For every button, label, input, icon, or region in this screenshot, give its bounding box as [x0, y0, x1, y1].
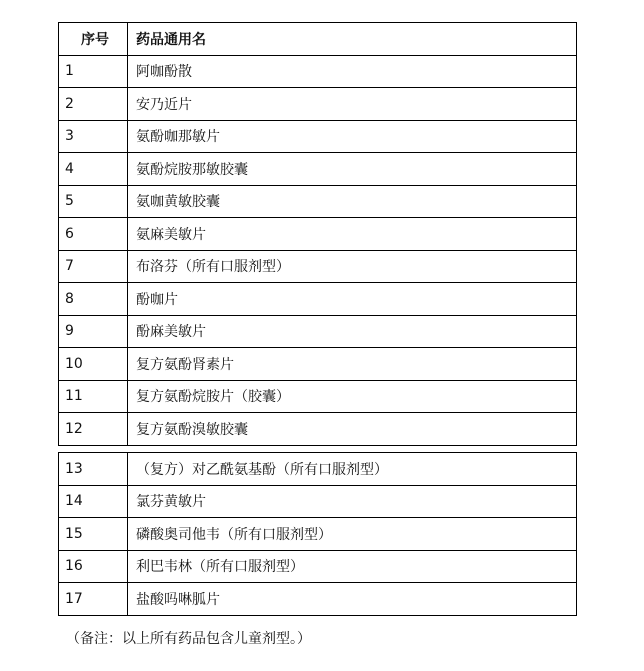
table-row: [59, 453, 577, 486]
row-number: 10: [59, 348, 128, 381]
row-drug-name: 氨咖黄敏胶囊: [128, 185, 577, 218]
table-row: [59, 550, 577, 583]
table-row: [59, 413, 577, 446]
table-row: [59, 583, 577, 616]
table-row: [59, 380, 577, 413]
row-number: 4: [59, 153, 128, 186]
row-number: 7: [59, 250, 128, 283]
row-drug-name: 氨麻美敏片: [128, 218, 577, 251]
drug-table-part-2: [58, 452, 577, 616]
row-drug-name: 利巴韦林（所有口服剂型）: [128, 550, 577, 583]
footnote: （备注：以上所有药品包含儿童剂型。）: [66, 631, 311, 647]
row-number: 3: [59, 120, 128, 153]
table-row: [59, 120, 577, 153]
row-drug-name: 盐酸吗啉胍片: [128, 583, 577, 616]
header-number: 序号: [59, 23, 128, 56]
row-drug-name: 复方氨酚溴敏胶囊: [128, 413, 577, 446]
row-number: 8: [59, 283, 128, 316]
row-drug-name: 氨酚烷胺那敏胶囊: [128, 153, 577, 186]
row-number: 16: [59, 550, 128, 583]
table-row: [59, 218, 577, 251]
table-row: [59, 518, 577, 551]
row-drug-name: （复方）对乙酰氨基酚（所有口服剂型）: [128, 453, 577, 486]
row-number: 12: [59, 413, 128, 446]
table-row: [59, 153, 577, 186]
row-number: 6: [59, 218, 128, 251]
row-number: 2: [59, 88, 128, 121]
table-row: [59, 348, 577, 381]
table-row: [59, 283, 577, 316]
row-drug-name: 氯芬黄敏片: [128, 485, 577, 518]
row-drug-name: 酚麻美敏片: [128, 315, 577, 348]
row-number: 15: [59, 518, 128, 551]
row-number: 9: [59, 315, 128, 348]
table-header-row: [59, 23, 577, 56]
row-drug-name: 布洛芬（所有口服剂型）: [128, 250, 577, 283]
row-drug-name: 阿咖酚散: [128, 55, 577, 88]
table-row: [59, 185, 577, 218]
row-drug-name: 酚咖片: [128, 283, 577, 316]
row-number: 1: [59, 55, 128, 88]
row-number: 11: [59, 380, 128, 413]
row-number: 14: [59, 485, 128, 518]
table-row: [59, 88, 577, 121]
table-row: [59, 485, 577, 518]
row-drug-name: 复方氨酚烷胺片（胶囊）: [128, 380, 577, 413]
row-drug-name: 复方氨酚肾素片: [128, 348, 577, 381]
drug-table-part-1: [58, 22, 577, 446]
table-row: [59, 55, 577, 88]
table-row: [59, 315, 577, 348]
row-drug-name: 磷酸奥司他韦（所有口服剂型）: [128, 518, 577, 551]
header-drug-name: 药品通用名: [128, 23, 577, 56]
row-drug-name: 安乃近片: [128, 88, 577, 121]
row-drug-name: 氨酚咖那敏片: [128, 120, 577, 153]
table-row: [59, 250, 577, 283]
row-number: 17: [59, 583, 128, 616]
row-number: 13: [59, 453, 128, 486]
row-number: 5: [59, 185, 128, 218]
